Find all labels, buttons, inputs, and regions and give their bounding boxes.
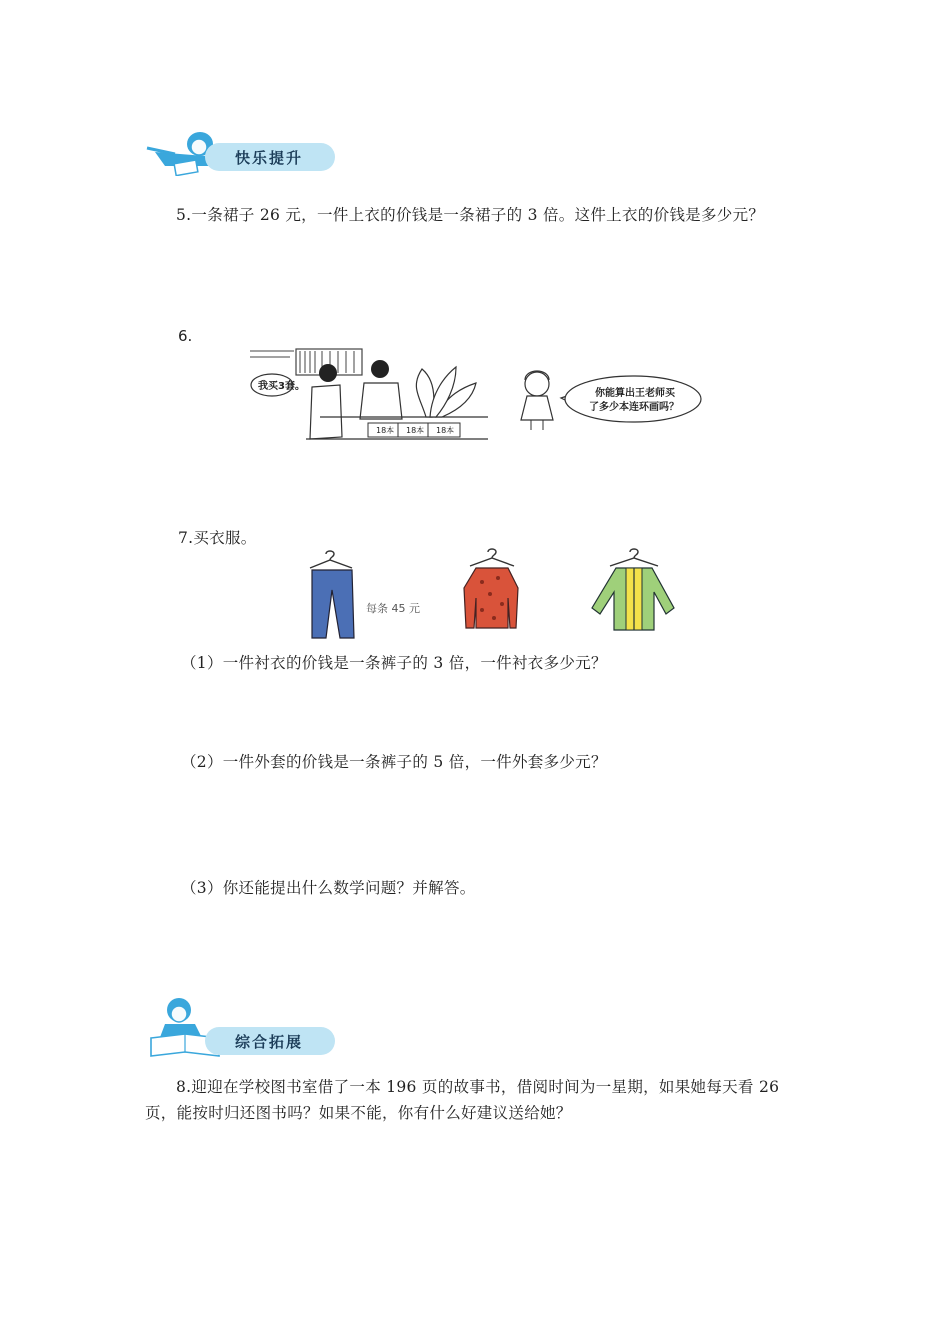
speech-left: 我买3套。 <box>258 381 305 392</box>
question-8-line-2: 页，能按时归还图书吗？如果不能，你有什么好建议送给她？ <box>145 1104 572 1122</box>
bookstore-illustration <box>250 347 488 445</box>
question-7-sub-1: （1）一件衬衣的价钱是一条裤子的 3 倍，一件衬衣多少元？ <box>181 654 607 672</box>
question-8-line-1: 8.迎迎在学校图书室借了一本 196 页的故事书，借阅时间为一星期，如果她每天看 26 <box>176 1078 780 1096</box>
speech-right-line-1: 你能算出王老师买 <box>595 388 675 399</box>
question-7-sub-3: （3）你还能提出什么数学问题？并解答。 <box>181 879 476 897</box>
section-banner-happy-improve <box>145 140 345 174</box>
section-banner-comprehensive <box>145 1024 345 1058</box>
jacket-on-hanger-image <box>586 548 680 632</box>
section-title: 综合拓展 <box>235 1033 304 1051</box>
question-5: 5.一条裙子 26 元，一件上衣的价钱是一条裙子的 3 倍。这件上衣的价钱是多少元？ <box>176 206 765 224</box>
pants-on-hanger-image <box>304 550 362 642</box>
question-7-title: 7.买衣服。 <box>178 529 257 547</box>
book-bundle-tag-2: 18本 <box>406 426 425 435</box>
section-title: 快乐提升 <box>235 149 304 167</box>
question-7-sub-2: （2）一件外套的价钱是一条裤子的 5 倍，一件外套多少元？ <box>181 753 607 771</box>
girl-question-illustration <box>515 366 705 434</box>
question-6-number: 6. <box>178 327 193 345</box>
shirt-on-hanger-image <box>460 548 522 632</box>
pants-price-label: 每条 45 元 <box>366 602 420 615</box>
book-bundle-tag-3: 18本 <box>436 426 455 435</box>
book-bundle-tag-1: 18本 <box>376 426 395 435</box>
speech-right-line-2: 了多少本连环画吗？ <box>589 402 679 413</box>
